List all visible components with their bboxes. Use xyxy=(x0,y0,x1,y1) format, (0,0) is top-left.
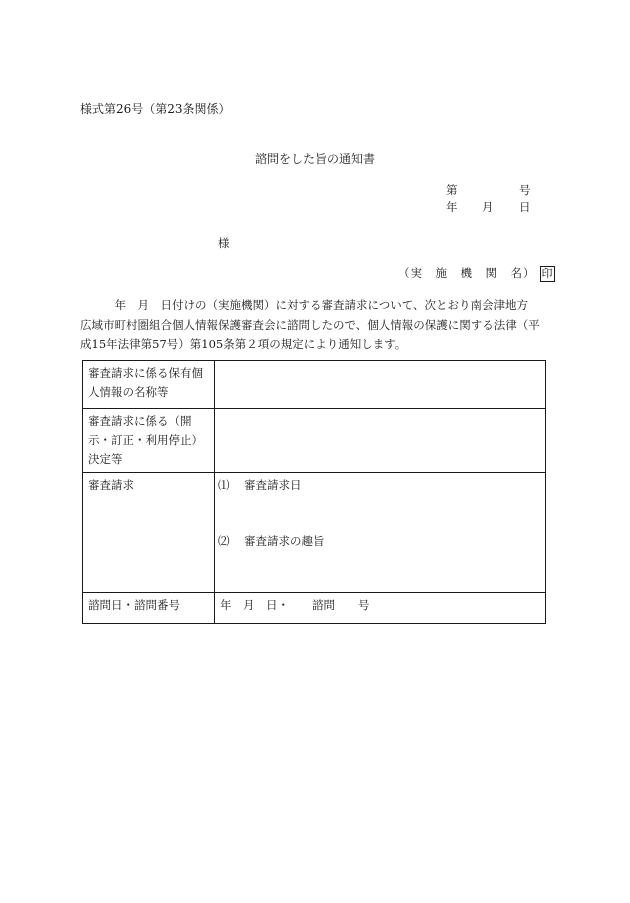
review-request-date-item xyxy=(218,476,540,495)
review-request-purpose-item xyxy=(218,532,540,551)
value-decision xyxy=(215,409,546,473)
value-info-name xyxy=(215,361,546,409)
details-table xyxy=(82,360,546,624)
notice-body-line-3: 成15年法律第57号）第105条第２項の規定により通知します。 xyxy=(80,337,407,351)
agency-name-label: （実 施 機 関 名） xyxy=(398,266,536,280)
notice-body-line-2: 広域市町村圏組合個人情報保護審査会に諮問したので、個人情報の保護に関する法律（平 xyxy=(80,317,540,332)
notice-body xyxy=(80,296,548,355)
value-consultation: 年 月 日・ 諮問 号 xyxy=(215,593,546,624)
table-row-review-request xyxy=(83,473,546,593)
item-text: 審査請求の趣旨 xyxy=(244,534,325,548)
notice-body-line-1: 年 月 日付けの（実施機関）に対する審査請求について、次とおり南会津地方 xyxy=(80,298,529,312)
reference-date-day: 日 xyxy=(519,200,531,214)
table-row-decision xyxy=(83,409,546,473)
value-review-request xyxy=(215,473,546,593)
item-text: 審査請求日 xyxy=(244,478,302,492)
item-number: ⑴ xyxy=(218,478,230,492)
document-title: 諮問をした旨の通知書 xyxy=(254,152,375,166)
reference-date-month: 月 xyxy=(482,200,494,214)
agency-line xyxy=(398,265,555,282)
label-info-name: 審査請求に係る保有個人情報の名称等 xyxy=(83,361,215,409)
item-number: ⑵ xyxy=(218,534,230,548)
table-row-consultation xyxy=(83,593,546,624)
form-number: 様式第26号（第23条関係） xyxy=(80,102,231,116)
seal-mark: 印 xyxy=(541,267,553,280)
label-review-request: 審査請求 xyxy=(83,473,215,593)
label-decision: 審査請求に係る（開示・訂正・利用停止）決定等 xyxy=(83,409,215,473)
label-consultation: 諮問日・諮問番号 xyxy=(83,593,215,624)
reference-number-suffix: 号 xyxy=(519,183,531,197)
table-row-info-name xyxy=(83,361,546,409)
addressee-suffix: 様 xyxy=(218,236,230,250)
reference-number-prefix: 第 xyxy=(446,183,458,197)
reference-date-year: 年 xyxy=(446,200,458,214)
